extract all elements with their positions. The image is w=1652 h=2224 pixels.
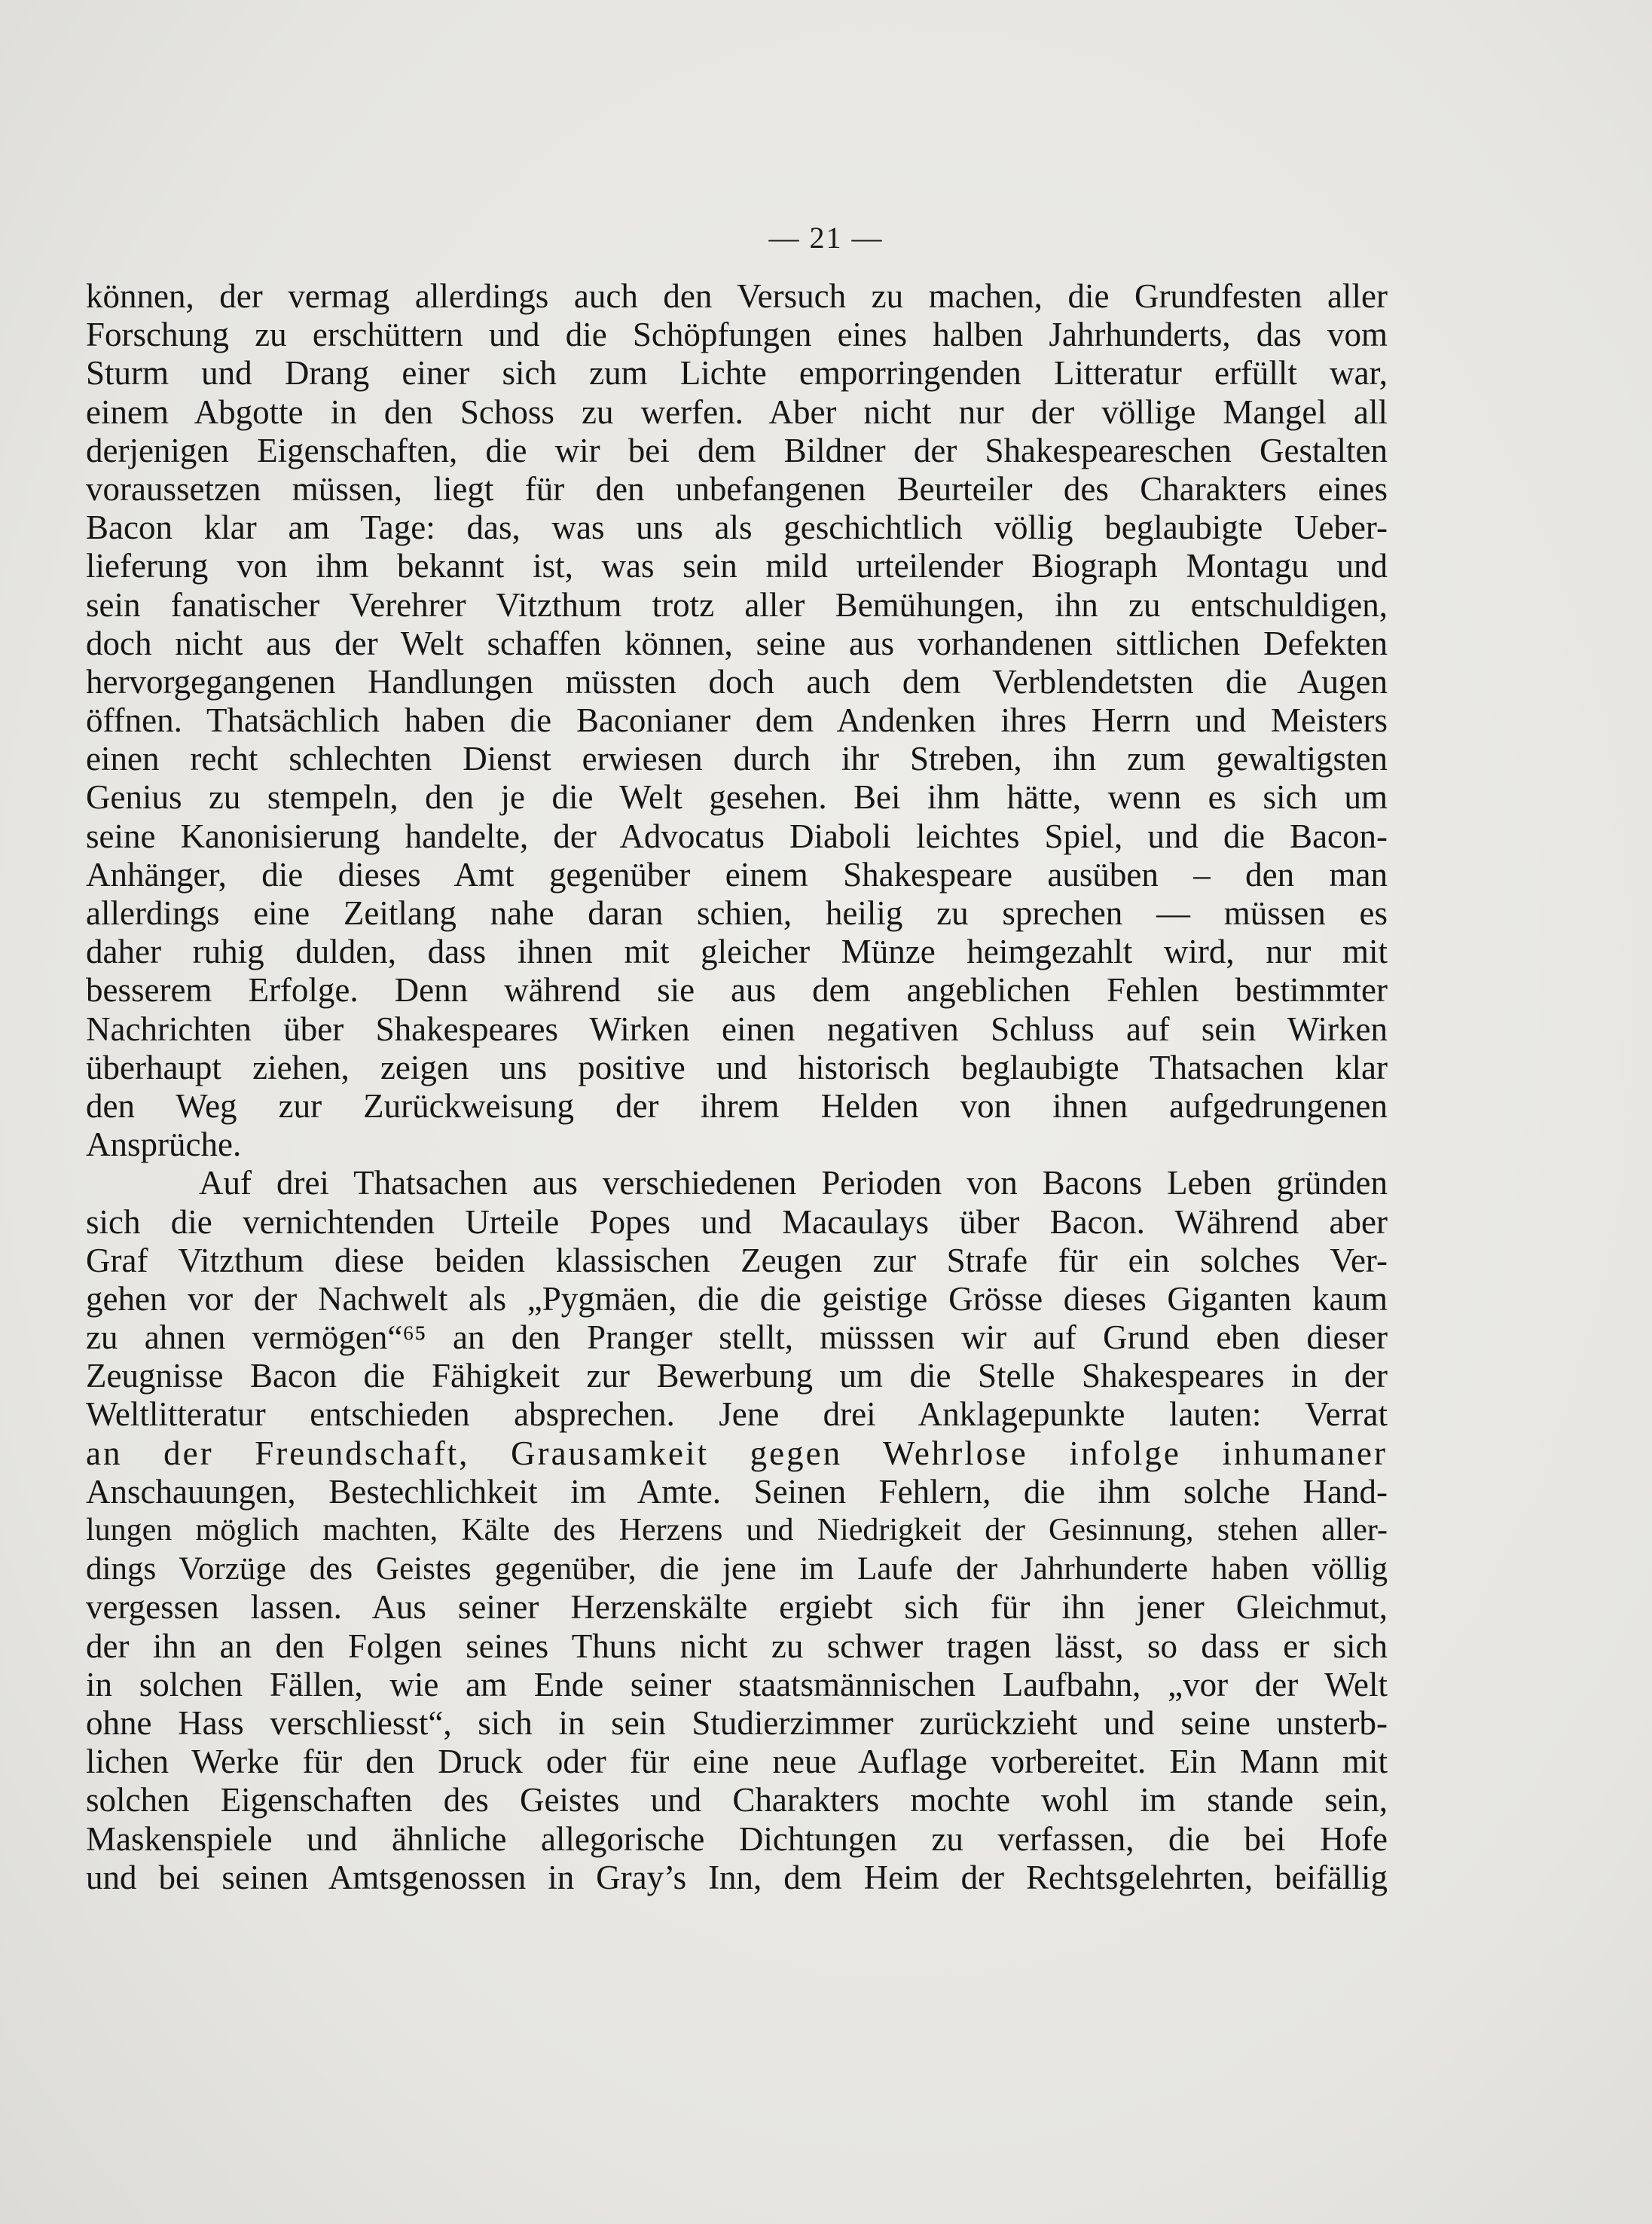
text-line: sich die vernichtenden Urteile Popes und Macaulays über Bacon. Während aber [86, 1202, 1388, 1241]
text-line: können, der vermag allerdings auch den Versuch zu machen, die Grundfesten aller [86, 277, 1388, 315]
text-line: Weltlitteratur entschieden absprechen. Jene drei Anklagepunkte lauten: Verrat [86, 1395, 1388, 1434]
text-line: Auf drei Thatsachen aus verschiedenen Perioden von Bacons Leben gründen [199, 1164, 1388, 1202]
text-line: in solchen Fällen, wie am Ende seiner staatsmännischen Laufbahn, „vor der Welt [86, 1665, 1388, 1703]
text-line: lieferung von ihm bekannt ist, was sein mild urteilender Biograph Montagu und [86, 547, 1388, 585]
text-line: besserem Erfolge. Denn während sie aus dem angeblichen Fehlen bestimmter [86, 971, 1388, 1010]
text-line: einem Abgotte in den Schoss zu werfen. Aber nicht nur der völlige Mangel all [86, 393, 1388, 431]
text-line: Forschung zu erschüttern und die Schöpfungen eines halben Jahrhunderts, das vom [86, 316, 1388, 354]
text-line: ohne Hass verschliesst“, sich in sein Studierzimmer zurückzieht und seine unsterb- [86, 1703, 1388, 1742]
text-line: solchen Eigenschaften des Geistes und Charakters mochte wohl im stande sein, [86, 1781, 1388, 1819]
text-line: allerdings eine Zeitlang nahe daran schien, heilig zu sprechen — müssen es [86, 894, 1388, 932]
text-line: und bei seinen Amtsgenossen in Gray’s Inn, dem Heim der Rechtsgelehrten, beifällig [86, 1858, 1388, 1896]
text-line: vergessen lassen. Aus seiner Herzenskälte ergiebt sich für ihn jener Gleichmut, [86, 1588, 1388, 1627]
text-line: Sturm und Drang einer sich zum Lichte emporringenden Litteratur erfüllt war, [86, 354, 1388, 393]
text-line: hervorgegangenen Handlungen müssten doch auch dem Verblendetsten die Augen [86, 662, 1388, 701]
text-line: lungen möglich machten, Kälte des Herzens und Niedrigkeit der Gesinnung, stehen aller- [86, 1513, 1388, 1547]
text-line: gehen vor der Nachwelt als „Pygmäen, die die geistige Grösse dieses Giganten kaum [86, 1279, 1388, 1318]
text-line: den Weg zur Zurückweisung der ihrem Helden von ihnen aufgedrungenen [86, 1086, 1388, 1125]
text-line: dings Vorzüge des Geistes gegenüber, die jene im Laufe der Jahrhunderte haben völlig [86, 1551, 1388, 1587]
text-line: Graf Vitzthum diese beiden klassischen Zeugen zur Strafe für ein solches Ver- [86, 1241, 1388, 1279]
body-text [86, 277, 1388, 1897]
paragraph-2 [86, 1164, 1388, 1897]
paragraph-1 [86, 277, 1388, 1164]
text-line: der ihn an den Folgen seines Thuns nicht zu schwer tragen lässt, so dass er sich [86, 1627, 1388, 1665]
text-line: derjenigen Eigenschaften, die wir bei dem Bildner der Shakespeareschen Gestalten [86, 431, 1388, 469]
text-line: seine Kanonisierung handelte, der Advocatus Diaboli leichtes Spiel, und die Bacon- [86, 817, 1388, 855]
text-line: Zeugnisse Bacon die Fähigkeit zur Bewerbung um die Stelle Shakespeares in der [86, 1357, 1388, 1395]
text-line: voraussetzen müssen, liegt für den unbefangenen Beurteiler des Charakters eines [86, 469, 1388, 508]
text-line: Nachrichten über Shakespeares Wirken einen negativen Schluss auf sein Wirken [86, 1010, 1388, 1048]
text-line: Bacon klar am Tage: das, was uns als geschichtlich völlig beglaubigte Ueber- [86, 509, 1388, 547]
text-line: Anschauungen, Bestechlichkeit im Amte. Seinen Fehlern, die ihm solche Hand- [86, 1472, 1388, 1511]
text-line: an der Freundschaft, Grausamkeit gegen Wehrlose infolge inhumaner [86, 1434, 1388, 1472]
text-line: Ansprüche. [86, 1126, 242, 1164]
text-line: daher ruhig dulden, dass ihnen mit gleicher Münze heimgezahlt wird, nur mit [86, 933, 1388, 971]
text-line: Maskenspiele und ähnliche allegorische Dichtungen zu verfassen, die bei Hofe [86, 1819, 1388, 1858]
text-line: öffnen. Thatsächlich haben die Baconianer dem Andenken ihres Herrn und Meisters [86, 701, 1388, 740]
text-line: lichen Werke für den Druck oder für eine neue Auflage vorbereitet. Ein Mann mit [86, 1743, 1388, 1781]
page-number: — 21 — [768, 221, 884, 255]
text-line: sein fanatischer Verehrer Vitzthum trotz aller Bemühungen, ihn zu entschuldigen, [86, 585, 1388, 624]
text-line: Genius zu stempeln, den je die Welt gesehen. Bei ihm hätte, wenn es sich um [86, 778, 1388, 817]
text-line: zu ahnen vermögen“⁶⁵ an den Pranger stellt, müsssen wir auf Grund eben dieser [86, 1318, 1388, 1357]
text-line: doch nicht aus der Welt schaffen können, seine aus vorhandenen sittlichen Defekten [86, 624, 1388, 662]
text-line: überhaupt ziehen, zeigen uns positive und historisch beglaubigte Thatsachen klar [86, 1048, 1388, 1086]
text-line: einen recht schlechten Dienst erwiesen durch ihr Streben, ihn zum gewaltigsten [86, 740, 1388, 778]
text-line: Anhänger, die dieses Amt gegenüber einem Shakespeare ausüben – den man [86, 855, 1388, 894]
